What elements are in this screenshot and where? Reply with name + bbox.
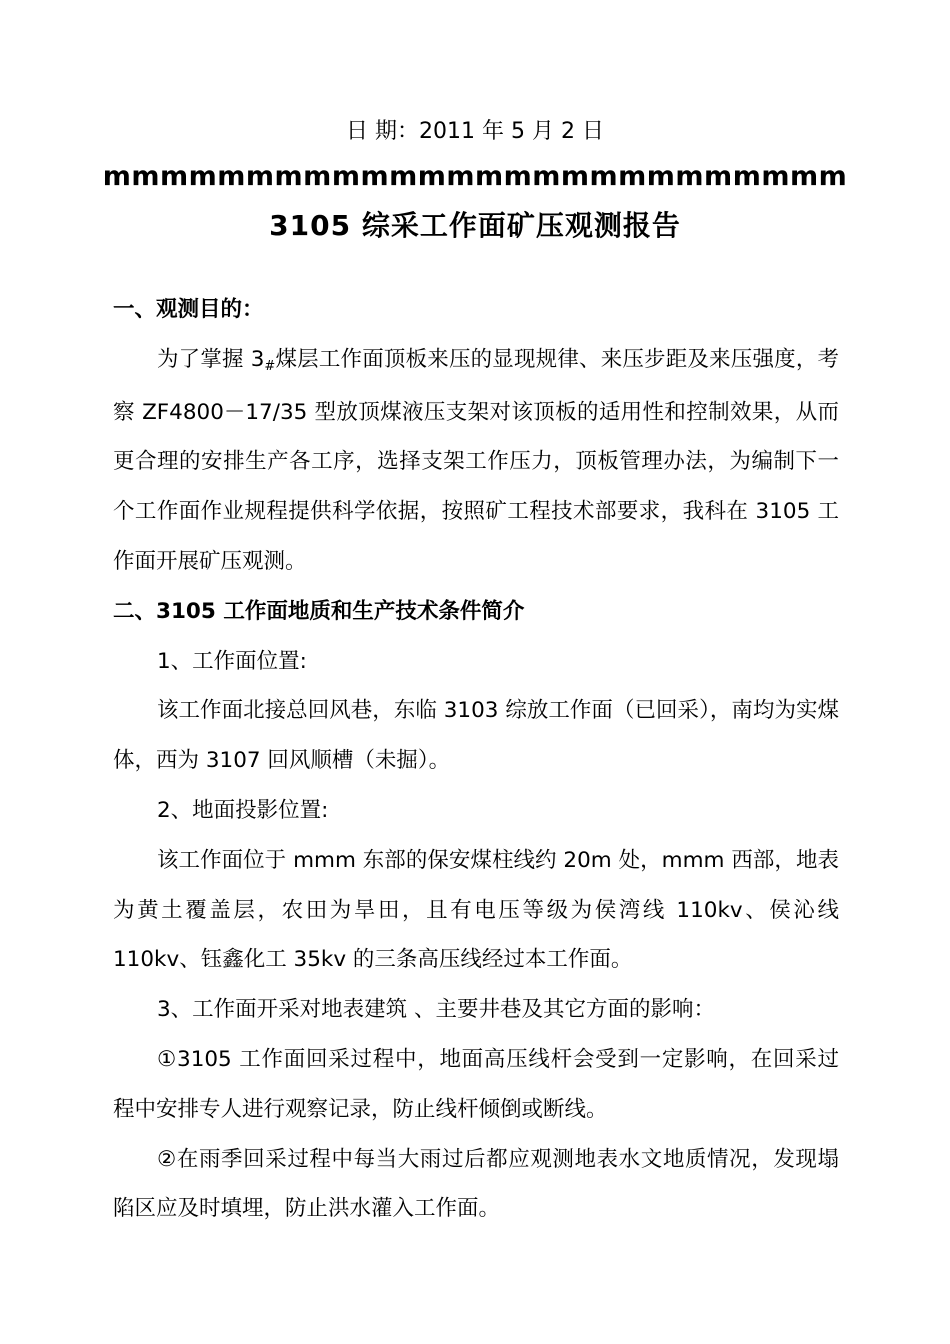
item-1-title: 1、工作面位置:	[157, 648, 307, 674]
item-2-text: 该工作面位于 mmm 东部的保安煤柱线约 20m 处，mmm 西部，地表为黄土覆盖层，农田为旱田，且有电压等级为侯湾线 110kv、侯沁线 110kv、钰鑫化工 35kv 的三条高压线经过本工作面。	[113, 847, 839, 973]
item-3-point-1: ①3105 工作面回采过程中，地面高压线杆会受到一定影响，在回采过程中安排专人进行观察记录，防止线杆倾倒或断线。	[113, 1046, 839, 1122]
section-1-text-rest: 煤层工作面顶板来压的显现规律、来压步距及来压强度，考察 ZF4800－17/35 型放顶煤液压支架对该顶板的适用性和控制效果，从而更合理的安排生产各工序，选择支架工作压力，顶板管理办法，为编制下一个工作面作业规程提供科学依据，按照矿工程技术部要求，我科在 3105 工作面开展矿压观测。	[113, 346, 839, 574]
section-1-text-start: 为了掌握 3	[157, 346, 265, 372]
item-1-text: 该工作面北接总回风巷，东临 3103 综放工作面（已回采），南均为实煤体，西为 3107 回风顺槽（未掘）。	[113, 698, 839, 774]
item-2-title: 2、地面投影位置:	[157, 797, 329, 823]
section-2-heading: 二、3105 工作面地质和生产技术条件简介	[113, 598, 525, 624]
report-date: 日 期：2011 年 5 月 2 日	[346, 119, 604, 144]
report-title: 3105 综采工作面矿压观测报告	[269, 209, 681, 242]
placeholder-heading: mmmmmmmmmmmmmmmmmmmmmmmmmm	[102, 161, 848, 192]
report-body	[113, 285, 839, 1234]
item-3-title: 3、工作面开采对地表建筑 、主要井巷及其它方面的影响：	[157, 997, 716, 1023]
section-1-paragraph	[113, 335, 839, 587]
section-1-heading: 一、观测目的：	[113, 297, 264, 322]
item-3-point-2: ②在雨季回采过程中每当大雨过后都应观测地表水文地质情况，发现塌陷区应及时填埋，防止洪水灌入工作面。	[113, 1146, 839, 1222]
coal-seam-subscript: #	[264, 358, 276, 374]
